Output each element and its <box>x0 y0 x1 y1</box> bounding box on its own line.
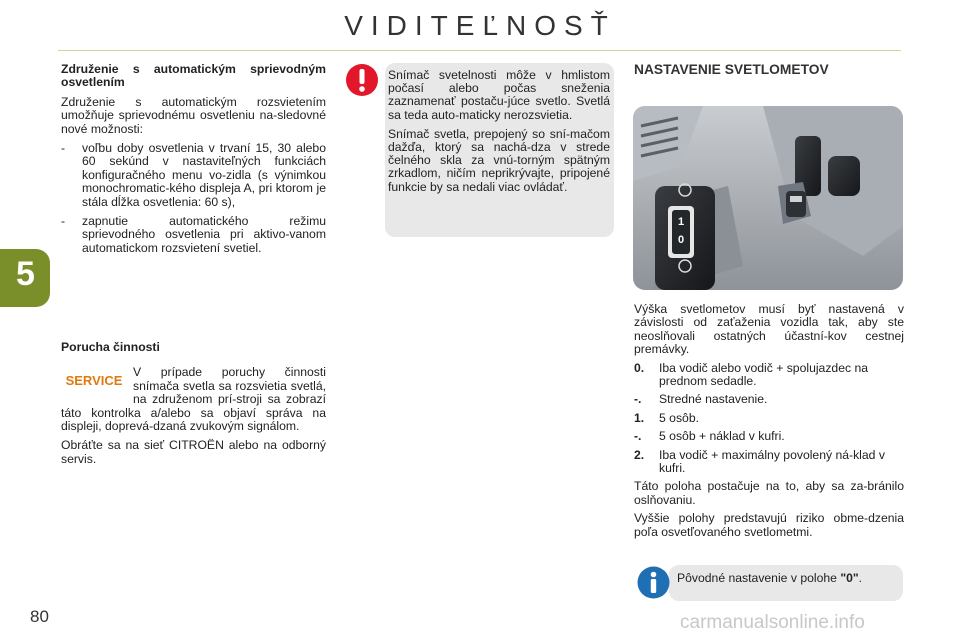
warning-text <box>388 69 610 200</box>
service-warning-icon <box>65 368 123 392</box>
fault-section <box>61 341 326 472</box>
headlamp-positions <box>634 362 904 476</box>
list-item: -. 5 osôb + náklad v kufri. <box>634 429 785 444</box>
headlamp-adjust-photo <box>633 106 903 290</box>
fault-heading: Porucha činnosti <box>61 340 160 354</box>
list-item: -. Stredné nastavenie. <box>634 392 768 407</box>
fault-contact-text: Obráťte sa na sieť CITROËN alebo na odborný servis. <box>61 438 326 466</box>
headlamp-heading: NASTAVENIE SVETLOMETOV <box>634 62 829 77</box>
fault-text: V prípade poruchy činnosti snímača svetla sa rozsvietia svetlá, na združenom prí-stroji sa zobrazí táto kontrolka a/alebo sa objaví správa na displeji, doprevá-dzaná zvukovým signálom. <box>61 365 326 434</box>
list-item: - voľbu doby osvetlenia v trvaní 15, 30 alebo 60 sekúnd v nastaviteľných funkciách konfiguračného menu vo-zidla (s výnimkou monochromatic-kého displeja A, pri ktorom je stála dĺžka osvetlenia: 60 s), <box>61 141 326 209</box>
watermark: carmanualsonline.info <box>680 612 865 633</box>
list-dash: - <box>61 214 66 229</box>
title-divider <box>58 50 901 51</box>
dial-label-1: 1 <box>677 216 685 228</box>
warning-paragraph: Snímač svetelnosti môže v hmlistom počasí alebo počas sneženia zaznamenať postaču-júce svetlo. Svetlá sa teda auto-maticky nerozsvietia. <box>388 68 610 122</box>
warning-icon <box>345 63 379 97</box>
headlamp-note: Vyššie polohy predstavujú riziko obme-dzenia poľa osvetľovaného svetlometmi. <box>634 511 904 539</box>
list-item: - zapnutie automatického režimu sprievodného osvetlenia pri aktivo-vanom automatickom rozsvietení svetiel. <box>61 214 326 255</box>
info-text: Pôvodné nastavenie v polohe "0". <box>677 571 863 585</box>
page-number: 80 <box>30 607 49 626</box>
info-value: "0" <box>840 571 859 585</box>
chapter-tab <box>0 249 50 307</box>
list-item: 2. Iba vodič + maximálny povolený ná-klad v kufri. <box>634 447 885 476</box>
headlamp-note: Táto poloha postačuje na to, aby sa za-bránilo oslňovaniu. <box>634 479 904 507</box>
service-icon-label: SERVICE <box>65 373 123 389</box>
list-item: 1. 5 osôb. <box>634 410 699 425</box>
headlamp-intro: Výška svetlometov musí byť nastavená v závislosti od zaťaženia vozidla tak, aby ste neoslňovali ostatných účastní-kov cestnej premávky. <box>634 302 904 357</box>
info-icon <box>637 566 670 599</box>
auto-lighting-list <box>61 142 326 255</box>
warning-paragraph: Snímač svetla, prepojený so sní-mačom dažďa, ktorý sa nachá-dza v strede čelného skla za vnú-torným spätným zrkadlom, ničím neprikrývajte, pripojené funkcie by sa nedali viac ovládať. <box>388 126 610 194</box>
auto-lighting-section <box>61 63 326 261</box>
auto-lighting-intro: Združenie s automatickým rozsvietením umožňuje sprievodnému osvetleniu na-sledovné nové možnosti: <box>61 94 326 136</box>
list-item: 0. Iba vodič alebo vodič + spolujazdec na prednom sedadle. <box>634 360 869 389</box>
auto-lighting-heading: Združenie s automatickým sprievodným osvetlením <box>61 62 326 90</box>
list-dash: - <box>61 141 66 156</box>
dial-label-0: 0 <box>677 234 685 246</box>
chapter-number: 5 <box>16 255 35 293</box>
headlamp-section <box>634 303 904 544</box>
page-title: VIDITEĽNOSŤ <box>344 10 616 41</box>
